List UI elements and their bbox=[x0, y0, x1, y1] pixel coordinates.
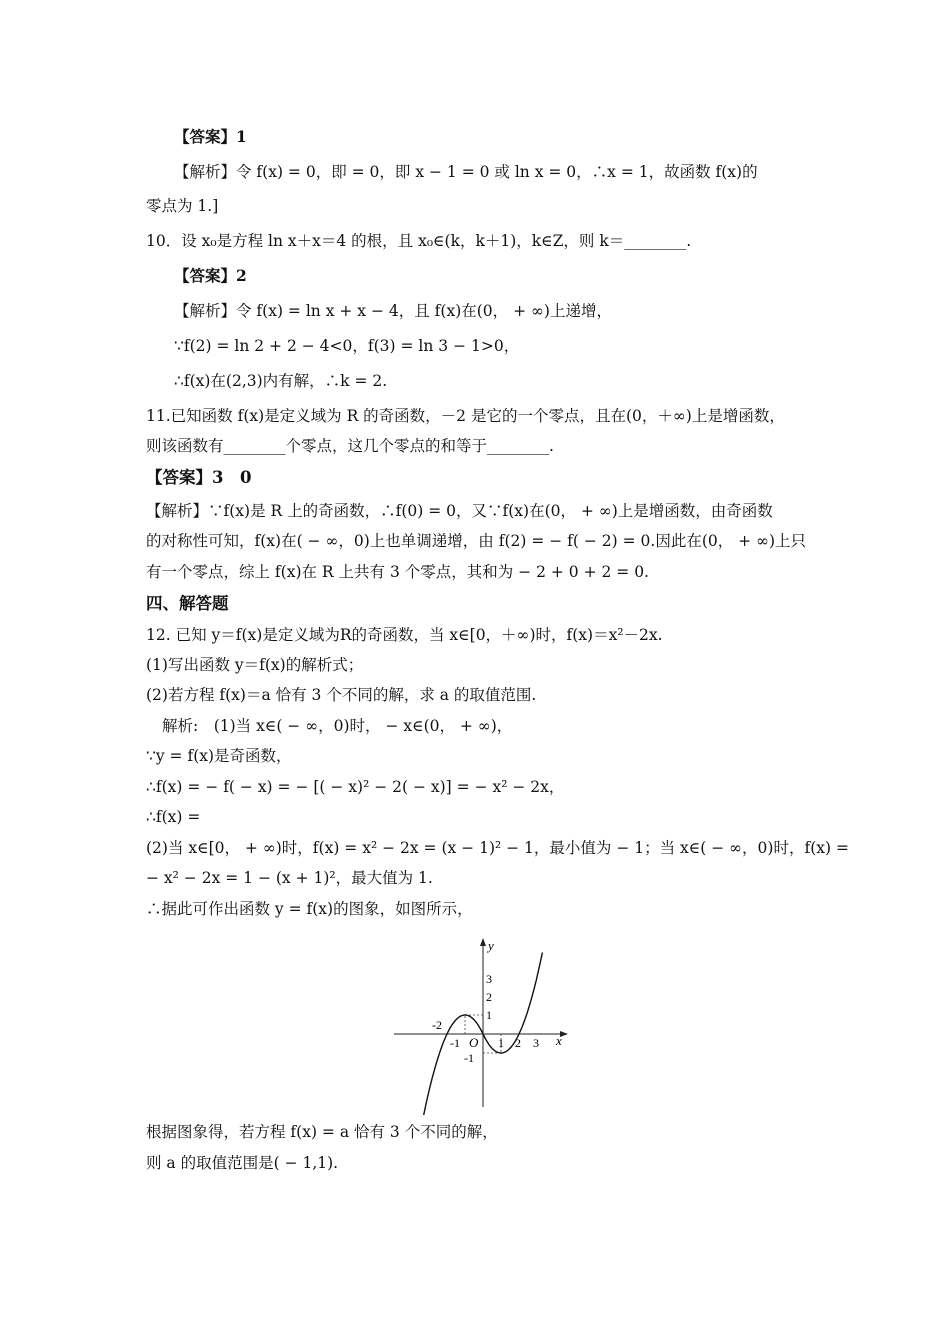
section-heading: 四、解答题 bbox=[146, 594, 229, 613]
x-tick-2: 2 bbox=[515, 1036, 521, 1050]
q11-answer: 【答案】3 0 bbox=[146, 468, 252, 487]
x-tick-1: 1 bbox=[498, 1036, 504, 1050]
q12-solution-line-3: ∴f(x) = − f( − x) = − [( − x)² − 2( − x)] = − x² − 2x， bbox=[146, 778, 565, 796]
y-tick-1: 1 bbox=[486, 1008, 492, 1022]
q10-answer: 【答案】2 bbox=[174, 266, 247, 285]
q9-answer: 【答案】1 bbox=[174, 127, 247, 146]
x-tick-minus-2: -2 bbox=[432, 1018, 442, 1032]
function-graph bbox=[390, 935, 575, 1115]
q9-analysis-line-1: 【解析】令 f(x) = 0，即 = 0，即 x − 1 = 0 或 ln x = 0，∴x = 1，故函数 f(x)的 bbox=[174, 163, 758, 181]
x-axis-label: x bbox=[556, 1033, 562, 1048]
q12-solution-line-9: 则 a 的取值范围是( − 1,1). bbox=[146, 1154, 339, 1172]
q11-analysis-line-1: 【解析】∵f(x)是 R 上的奇函数，∴f(0) = 0，又∵f(x)在(0， + ∞)上是增函数，由奇函数 bbox=[146, 502, 773, 520]
q12-question: 12. 已知 y＝f(x)是定义域为R的奇函数，当 x∈[0，＋∞)时，f(x)＝x²－2x. bbox=[146, 626, 663, 644]
x-tick-3: 3 bbox=[533, 1036, 539, 1050]
q12-solution-line-8: 根据图象得，若方程 f(x) = a 恰有 3 个不同的解， bbox=[146, 1123, 498, 1141]
q11-question-line-1: 11.已知函数 f(x)是定义域为 R 的奇函数，－2 是它的一个零点，且在(0，＋∞)上是增函数， bbox=[146, 407, 785, 425]
origin-label: O bbox=[469, 1035, 479, 1050]
q11-question-line-2: 则该函数有________个零点，这几个零点的和等于________. bbox=[146, 437, 554, 455]
q12-solution-line-1: 解析: (1)当 x∈( − ∞，0)时， − x∈(0， + ∞)， bbox=[162, 717, 513, 735]
q12-solution-line-6: − x² − 2x = 1 − (x + 1)²，最大值为 1. bbox=[146, 869, 433, 887]
y-axis-arrow bbox=[480, 938, 486, 946]
q11-analysis-line-3: 有一个零点，综上 f(x)在 R 上共有 3 个零点，其和为 − 2 + 0 + 2 = 0. bbox=[146, 563, 649, 581]
q12-solution-line-7: ∴据此可作出函数 y = f(x)的图象，如图所示， bbox=[146, 900, 473, 918]
q12-solution-line-4: ∴f(x) = bbox=[146, 808, 201, 826]
q11-analysis-line-2: 的对称性可知，f(x)在( − ∞，0)上也单调递增，由 f(2) = − f( − 2) = 0.因此在(0， + ∞)上只 bbox=[146, 532, 807, 550]
q12-part-1: (1)写出函数 y＝f(x)的解析式； bbox=[146, 656, 364, 674]
q9-analysis-line-2: 零点为 1.] bbox=[146, 197, 219, 215]
q10-analysis-line-3: ∴f(x)在(2,3)内有解，∴k = 2. bbox=[174, 372, 388, 390]
q12-solution-line-2: ∵y = f(x)是奇函数， bbox=[146, 747, 292, 765]
q10-analysis-line-2: ∵f(2) = ln 2 + 2 − 4<0，f(3) = ln 3 − 1>0， bbox=[174, 337, 520, 355]
q12-part-2: (2)若方程 f(x)＝a 恰有 3 个不同的解，求 a 的取值范围. bbox=[146, 686, 537, 704]
q12-solution-line-5: (2)当 x∈[0， + ∞)时，f(x) = x² − 2x = (x − 1)² − 1，最小值为 − 1；当 x∈( − ∞，0)时，f(x) = bbox=[146, 839, 849, 857]
q10-analysis-line-1: 【解析】令 f(x) = ln x + x − 4，且 f(x)在(0， + ∞)上递增， bbox=[174, 302, 612, 320]
y-axis-label: y bbox=[488, 938, 494, 953]
y-tick-minus-1: -1 bbox=[464, 1051, 474, 1065]
q10-question: 10．设 x₀是方程 ln x＋x＝4 的根，且 x₀∈(k，k＋1)，k∈Z，则 k＝________. bbox=[146, 232, 692, 250]
x-tick-minus-1: -1 bbox=[450, 1036, 460, 1050]
y-tick-2: 2 bbox=[486, 990, 492, 1004]
y-tick-3: 3 bbox=[486, 972, 492, 986]
